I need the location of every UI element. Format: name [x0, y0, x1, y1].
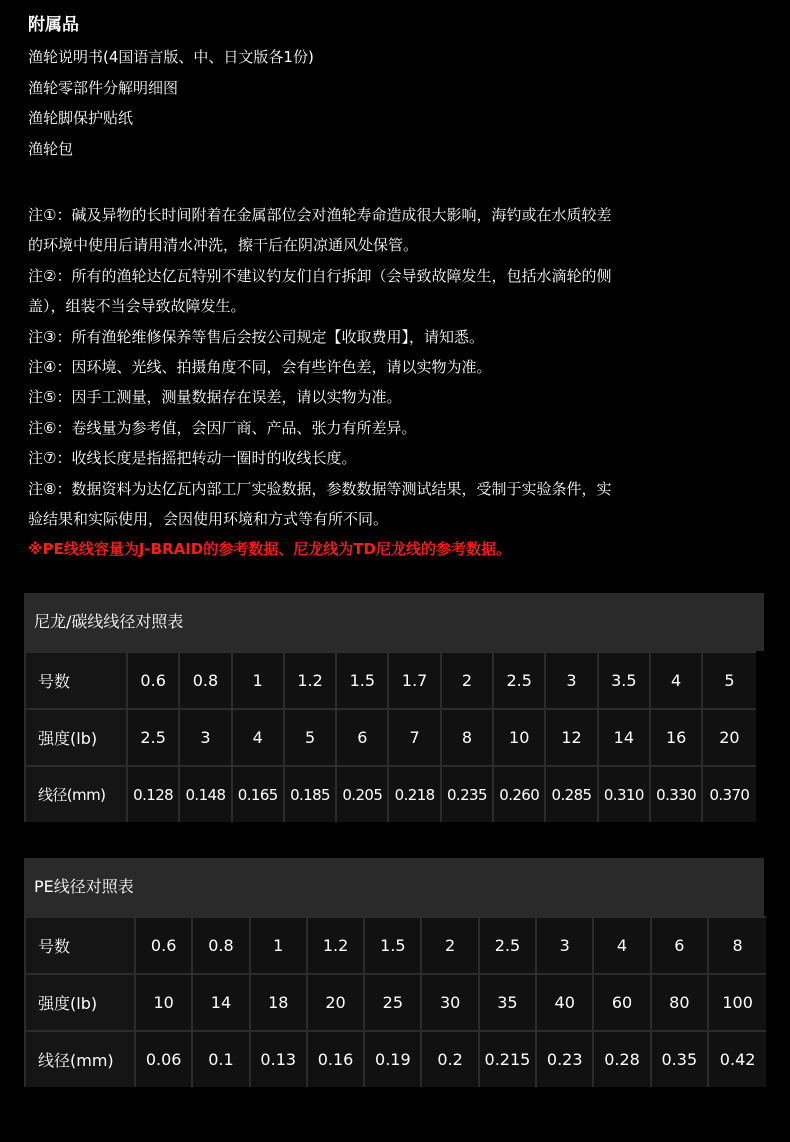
table-cell: 3	[546, 651, 598, 708]
note-red-line: ※PE线线容量为J-BRAID的参考数据、尼龙线为TD尼龙线的参考数据。	[28, 540, 511, 559]
table-cell: 0.370	[703, 765, 755, 822]
table-cell: 1.2	[308, 916, 365, 973]
table-cell: 0.13	[251, 1030, 308, 1087]
note-line: 注②：所有的渔轮达亿瓦特别不建议钓友们自行拆卸（会导致故障发生，包括水滴轮的侧	[28, 266, 612, 285]
table-cell: 1	[251, 916, 308, 973]
accessory-item: 渔轮脚保护贴纸	[28, 109, 134, 127]
table-cell: 0.23	[537, 1030, 594, 1087]
table-cell: 0.1	[193, 1030, 250, 1087]
table-cell: 0.8	[193, 916, 250, 973]
table-cell: 40	[537, 973, 594, 1030]
table-cell: 20	[308, 973, 365, 1030]
table-cell: 0.330	[651, 765, 703, 822]
table-cell: 14	[193, 973, 250, 1030]
accessory-item: 渔轮零部件分解明细图	[28, 78, 179, 97]
note-line: 验结果和实际使用，会因使用环境和方式等有所不同。	[28, 509, 389, 528]
table-cell: 4	[594, 916, 651, 973]
table-cell: 0.285	[546, 765, 598, 822]
table-cell: 14	[599, 708, 651, 765]
table-cell: 0.235	[442, 765, 494, 822]
table-cell: 0.148	[180, 765, 232, 822]
table-cell: 0.128	[128, 765, 180, 822]
table-cell: 0.06	[136, 1030, 193, 1087]
table-cell: 5	[285, 708, 337, 765]
row-label: 号数	[26, 651, 128, 708]
table-cell: 6	[652, 916, 709, 973]
table-cell: 2.5	[128, 708, 180, 765]
table-cell: 3.5	[599, 651, 651, 708]
note-line: 注⑧：数据资料为达亿瓦内部工厂实验数据，参数数据等测试结果，受制于实验条件，实	[28, 479, 612, 498]
table-cell: 0.28	[594, 1030, 651, 1087]
table-cell: 0.6	[136, 916, 193, 973]
row-label: 强度(lb)	[26, 708, 128, 765]
accessories-section	[28, 10, 314, 164]
note-line: 注⑥：卷线量为参考值，会因厂商、产品、张力有所差异。	[28, 418, 417, 437]
table-cell: 0.165	[233, 765, 285, 822]
table-cell: 10	[136, 973, 193, 1030]
table-cell: 7	[389, 708, 441, 765]
table-cell: 30	[422, 973, 479, 1030]
table-cell: 25	[365, 973, 422, 1030]
accessory-item: 渔轮包	[28, 139, 74, 158]
table-cell: 2.5	[480, 916, 537, 973]
table-cell: 12	[546, 708, 598, 765]
table-cell: 0.16	[308, 1030, 365, 1087]
table-title: PE线径对照表	[24, 858, 764, 916]
table-cell: 1.2	[285, 651, 337, 708]
notes-section	[28, 200, 768, 565]
table-cell: 0.185	[285, 765, 337, 822]
table-cell: 0.260	[494, 765, 546, 822]
table-cell: 1.7	[389, 651, 441, 708]
note-line: 注⑦：收线长度是指摇把转动一圈时的收线长度。	[28, 449, 357, 468]
table-grid	[24, 651, 764, 822]
table-cell: 0.2	[422, 1030, 479, 1087]
table-cell: 35	[480, 973, 537, 1030]
accessories-title: 附属品	[28, 15, 79, 35]
table-cell: 6	[337, 708, 389, 765]
accessory-item: 渔轮说明书(4国语言版、中、日文版各1份)	[28, 48, 314, 66]
note-line: 注③：所有渔轮维修保养等售后会按公司规定【收取费用】，请知悉。	[28, 327, 484, 346]
table-cell: 0.8	[180, 651, 232, 708]
table-cell: 2	[422, 916, 479, 973]
table-cell: 0.19	[365, 1030, 422, 1087]
note-line: 的环境中使用后请用清水冲洗，擦干后在阴凉通风处保管。	[28, 236, 419, 255]
table-cell: 1.5	[365, 916, 422, 973]
table-cell: 0.310	[599, 765, 651, 822]
table-cell: 0.205	[337, 765, 389, 822]
table-cell: 0.218	[389, 765, 441, 822]
table-cell: 0.215	[480, 1030, 537, 1087]
pe-line-table	[24, 858, 764, 1087]
table-cell: 4	[233, 708, 285, 765]
table-cell: 18	[251, 973, 308, 1030]
table-cell: 8	[709, 916, 766, 973]
table-grid	[24, 916, 764, 1087]
table-cell: 16	[651, 708, 703, 765]
table-cell: 3	[537, 916, 594, 973]
table-cell: 100	[709, 973, 766, 1030]
table-cell: 10	[494, 708, 546, 765]
table-cell: 2	[442, 651, 494, 708]
row-label: 强度(lb)	[26, 973, 136, 1030]
table-cell: 0.42	[709, 1030, 766, 1087]
note-line: 注⑤：因手工测量，测量数据存在误差，请以实物为准。	[28, 388, 402, 407]
row-label: 线径(mm)	[26, 765, 128, 822]
table-cell: 20	[703, 708, 755, 765]
table-cell: 4	[651, 651, 703, 708]
table-cell: 80	[652, 973, 709, 1030]
table-cell: 60	[594, 973, 651, 1030]
table-cell: 5	[703, 651, 755, 708]
table-cell: 1	[233, 651, 285, 708]
nylon-line-table	[24, 593, 764, 822]
row-label: 号数	[26, 916, 136, 973]
table-cell: 3	[180, 708, 232, 765]
table-cell: 2.5	[494, 651, 546, 708]
note-line: 注①：碱及异物的长时间附着在金属部位会对渔轮寿命造成很大影响，海钓或在水质较差	[28, 206, 612, 224]
table-cell: 0.6	[128, 651, 180, 708]
table-title: 尼龙/碳线线径对照表	[24, 593, 764, 651]
note-line: 盖），组装不当会导致故障发生。	[28, 297, 246, 316]
table-cell: 0.35	[652, 1030, 709, 1087]
row-label: 线径(mm)	[26, 1030, 136, 1087]
table-cell: 1.5	[337, 651, 389, 708]
note-line: 注④：因环境、光线、拍摄角度不同，会有些许色差，请以实物为准。	[28, 357, 492, 376]
table-cell: 8	[442, 708, 494, 765]
